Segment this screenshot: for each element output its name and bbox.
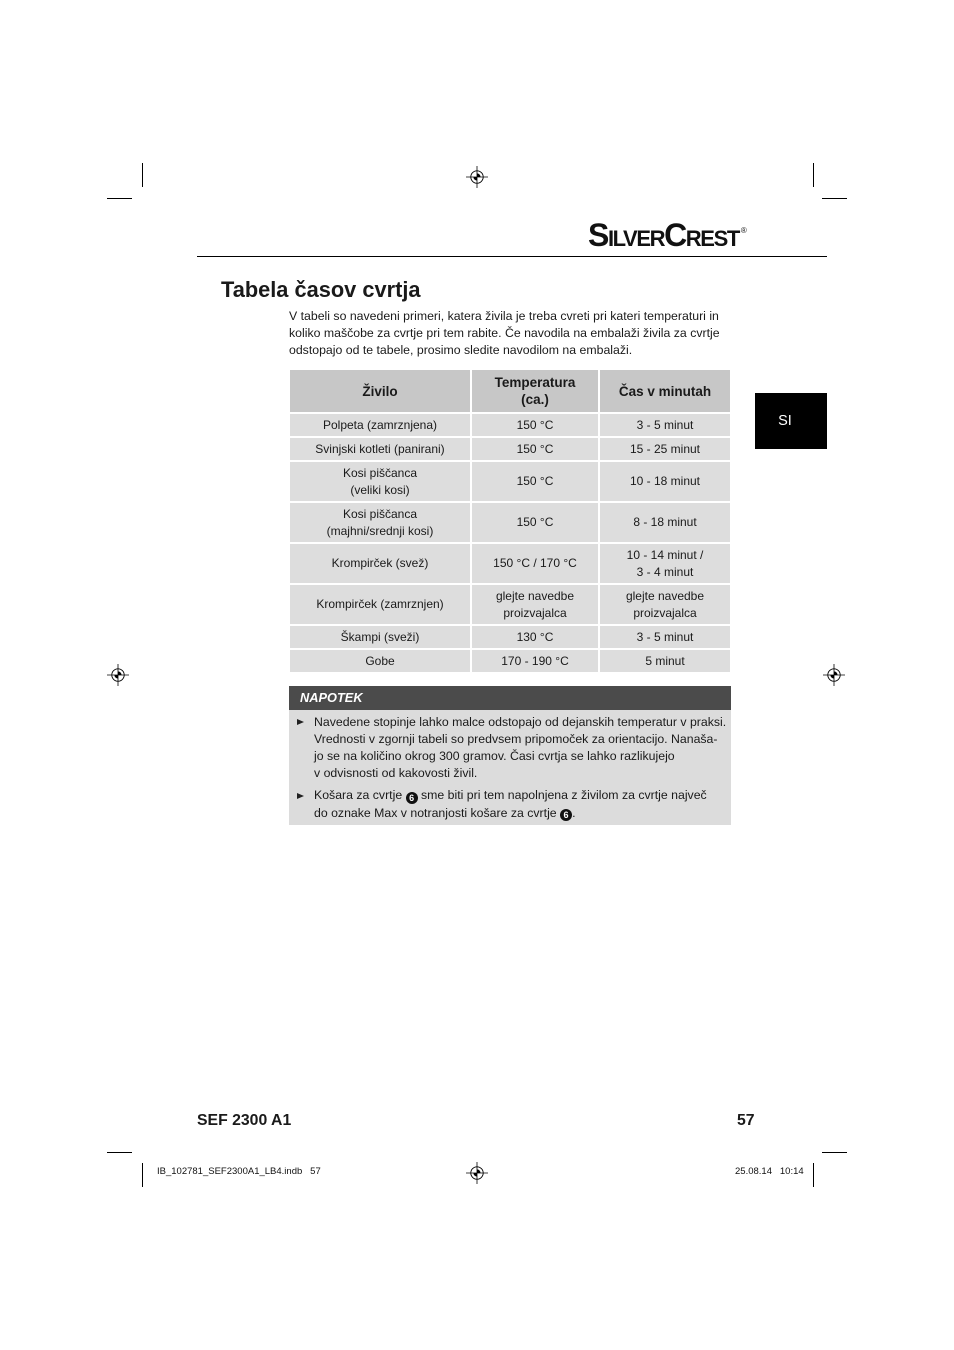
part-reference-badge: 6 xyxy=(406,792,418,804)
cell-temperature: glejte navedbe proizvajalca xyxy=(472,585,598,624)
cell-time: glejte navedbe proizvajalca xyxy=(600,585,730,624)
triangle-right-icon xyxy=(297,793,304,799)
cell-temperature: 150 °C xyxy=(472,503,598,542)
table-row xyxy=(290,585,730,624)
cell-temperature: 150 °C xyxy=(472,438,598,460)
cell-time: 8 - 18 minut xyxy=(600,503,730,542)
table-header-row xyxy=(290,370,730,412)
column-header-food: Živilo xyxy=(290,370,470,412)
cell-food: Krompirček (zamrznjen) xyxy=(290,585,470,624)
cell-food: Svinjski kotleti (panirani) xyxy=(290,438,470,460)
registration-mark-icon xyxy=(466,166,488,188)
cell-time: 15 - 25 minut xyxy=(600,438,730,460)
registered-trademark: ® xyxy=(740,226,747,235)
table-row xyxy=(290,544,730,583)
header-rule xyxy=(197,256,827,257)
note-item xyxy=(297,714,725,783)
cell-food: Kosi piščanca (veliki kosi) xyxy=(290,462,470,501)
page-title: Tabela časov cvrtja xyxy=(221,277,421,302)
cell-temperature: 150 °C xyxy=(472,414,598,436)
crop-mark-icon xyxy=(107,1152,132,1153)
cell-food: Gobe xyxy=(290,650,470,672)
cell-time: 5 minut xyxy=(600,650,730,672)
crop-mark-icon xyxy=(813,163,814,187)
note-text: Navedene stopinje lahko malce odstopajo od dejanskih temperatur v praksi. Vrednosti v zgornji tabeli so predvsem pripomoček za orientacijo. Nanaša- jo se na količino okrog 300 gramov. Časi cvrtja se lahko razlikujejo v odvisnosti od kakovosti živil. xyxy=(314,714,727,781)
cell-time: 10 - 18 minut xyxy=(600,462,730,501)
column-header-time: Čas v minutah xyxy=(600,370,730,412)
table-row xyxy=(290,650,730,672)
note-text: Košara za cvrtje xyxy=(314,788,406,803)
cell-temperature: 170 - 190 °C xyxy=(472,650,598,672)
note-text: . xyxy=(572,805,576,820)
frying-times-table xyxy=(288,368,732,674)
column-header-temperature: Temperatura (ca.) xyxy=(472,370,598,412)
language-tab: SI xyxy=(755,393,827,449)
cell-time: 10 - 14 minut / 3 - 4 minut xyxy=(600,544,730,583)
note-item xyxy=(297,787,725,822)
table-row xyxy=(290,503,730,542)
triangle-right-icon xyxy=(297,719,304,725)
note-box xyxy=(289,686,731,825)
page-number: 57 xyxy=(737,1111,755,1129)
note-body xyxy=(289,710,731,825)
cell-temperature: 130 °C xyxy=(472,626,598,648)
registration-mark-icon xyxy=(823,664,845,686)
cell-time: 3 - 5 minut xyxy=(600,626,730,648)
model-number: SEF 2300 A1 xyxy=(197,1111,292,1129)
intro-paragraph: V tabeli so navedeni primeri, katera živila je treba cvreti pri kateri temperaturi in koliko maščobe za cvrtje pri tem rabite. Če navodila na embalaži živila za cvrtje odstopajo od te tabele, prosimo sledite navodilom na embalaži. xyxy=(289,308,720,357)
crop-mark-icon xyxy=(142,163,143,187)
cell-temperature: 150 °C xyxy=(472,462,598,501)
crop-mark-icon xyxy=(822,1152,847,1153)
print-slug-file: IB_102781_SEF2300A1_LB4.indb 57 xyxy=(157,1166,321,1177)
crop-mark-icon xyxy=(813,1163,814,1187)
cell-food: Krompirček (svež) xyxy=(290,544,470,583)
note-heading: NAPOTEK xyxy=(289,686,731,710)
note-text: sme biti pri tem napolnjena z živilom za cvrtje največ do oznake Max v notranjosti košare za cvrtje xyxy=(314,788,707,820)
cell-food: Polpeta (zamrznjena) xyxy=(290,414,470,436)
registration-mark-icon xyxy=(107,664,129,686)
crop-mark-icon xyxy=(142,1163,143,1187)
crop-mark-icon xyxy=(107,198,132,199)
print-slug-datetime: 25.08.14 10:14 xyxy=(735,1166,804,1177)
cell-food: Kosi piščanca (majhni/srednji kosi) xyxy=(290,503,470,542)
table-row xyxy=(290,438,730,460)
part-reference-badge: 6 xyxy=(560,809,572,821)
table-row xyxy=(290,626,730,648)
cell-time: 3 - 5 minut xyxy=(600,414,730,436)
cell-food: Škampi (sveži) xyxy=(290,626,470,648)
table-row xyxy=(290,462,730,501)
crop-mark-icon xyxy=(822,198,847,199)
registration-mark-icon xyxy=(466,1162,488,1184)
table-row xyxy=(290,414,730,436)
cell-temperature: 150 °C / 170 °C xyxy=(472,544,598,583)
brand-logo-text: SilverCrest xyxy=(588,217,739,253)
